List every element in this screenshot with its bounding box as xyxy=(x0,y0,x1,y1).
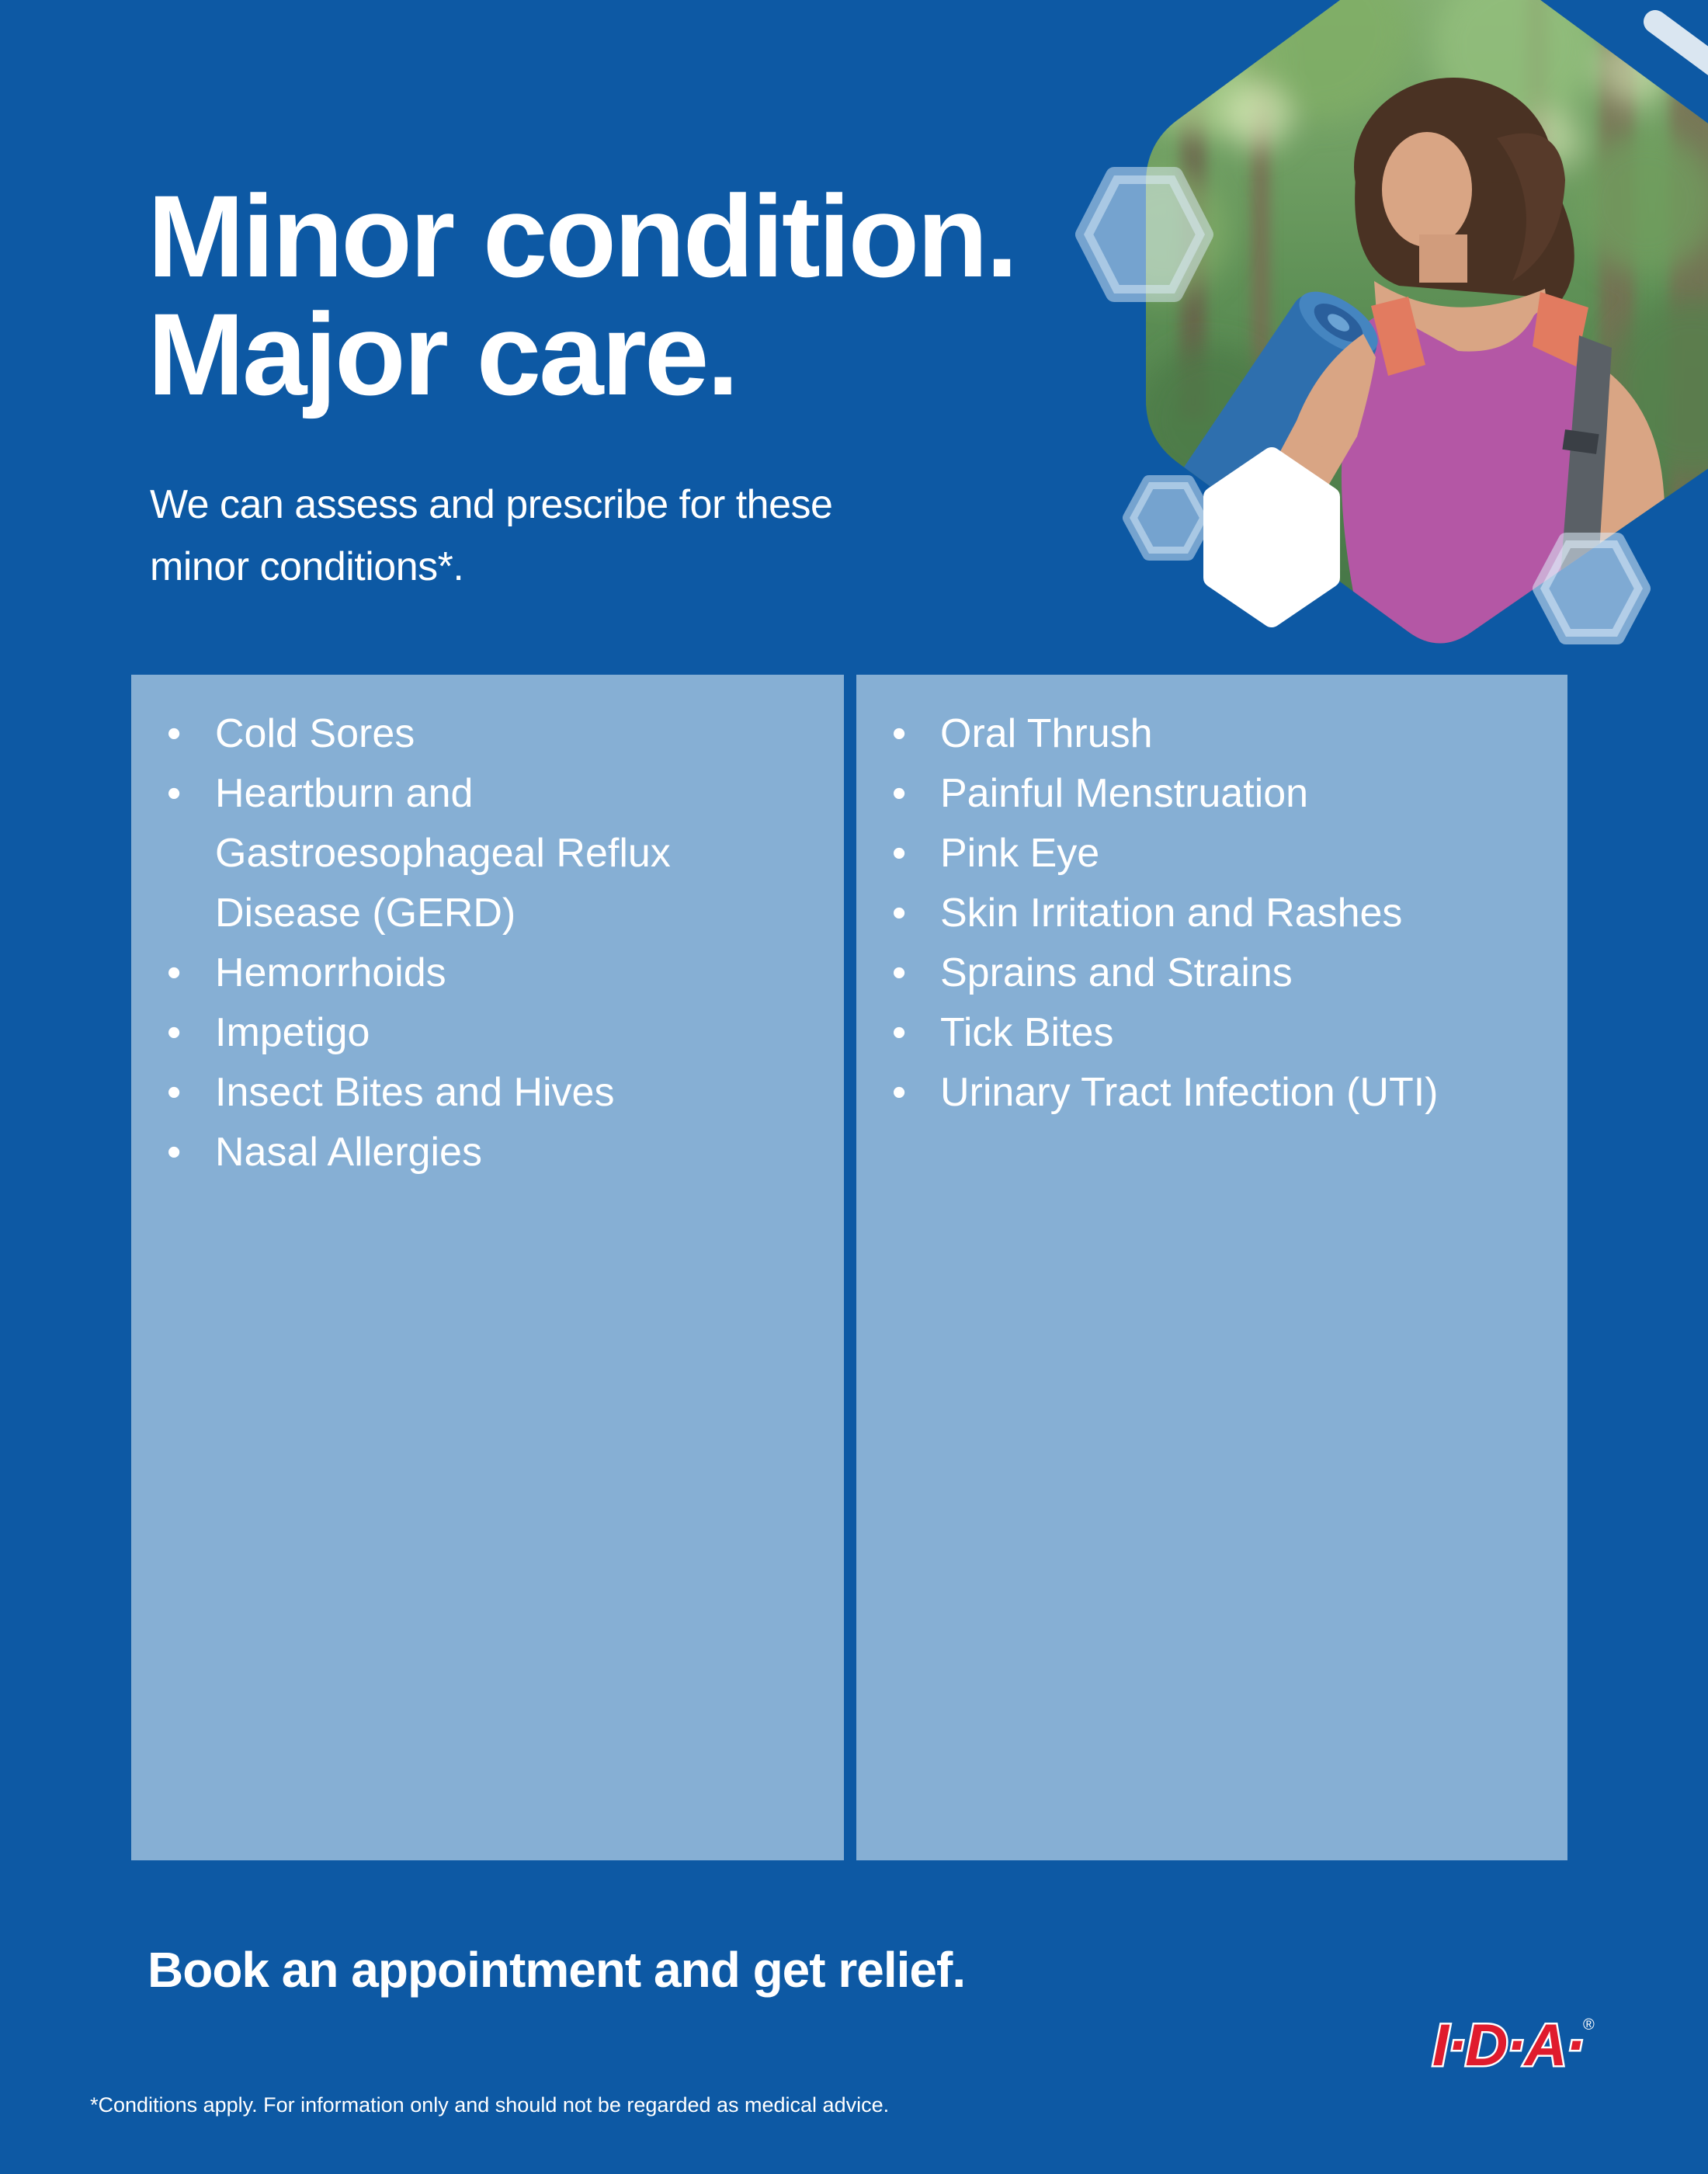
condition-label: Tick Bites xyxy=(940,1010,1114,1055)
condition-label: Insect Bites and Hives xyxy=(215,1070,615,1115)
condition-label: Sprains and Strains xyxy=(940,950,1293,995)
subtitle-line-2: minor conditions*. xyxy=(150,544,464,589)
condition-item xyxy=(856,884,1544,943)
title-line-2: Major care. xyxy=(148,289,738,419)
white-hexagon xyxy=(1213,457,1330,617)
condition-label: Hemorrhoids xyxy=(215,950,446,995)
condition-label: Nasal Allergies xyxy=(215,1130,482,1175)
conditions-list-left xyxy=(131,675,844,1183)
condition-label: Pink Eye xyxy=(940,831,1100,876)
ida-logo-text: I·D·A· xyxy=(1432,2014,1584,2078)
condition-item xyxy=(131,1123,720,1183)
condition-label: Urinary Tract Infection (UTI) xyxy=(940,1070,1439,1115)
conditions-list-right xyxy=(856,675,1567,1123)
condition-item xyxy=(856,764,1544,824)
condition-item xyxy=(856,943,1544,1003)
condition-item xyxy=(856,824,1544,884)
condition-item xyxy=(131,764,720,943)
accent-hexagon-bottom xyxy=(1540,540,1643,637)
subtitle-line-1: We can assess and prescribe for these xyxy=(150,482,833,527)
registered-mark: ® xyxy=(1583,2016,1595,2033)
accent-hexagon-small xyxy=(1130,482,1207,554)
page-subtitle xyxy=(150,474,832,598)
condition-label: Oral Thrush xyxy=(940,711,1153,756)
corner-accent-hexagon xyxy=(1655,22,1708,70)
cta-text: Book an appointment and get relief. xyxy=(148,1942,966,1998)
condition-label: Impetigo xyxy=(215,1010,370,1055)
condition-item xyxy=(856,704,1544,764)
condition-label: Painful Menstruation xyxy=(940,771,1309,816)
disclaimer-text: *Conditions apply. For information only and should not be regarded as medical advice. xyxy=(90,2093,890,2117)
condition-item xyxy=(131,1063,720,1123)
page-title xyxy=(148,171,1016,419)
condition-item xyxy=(131,1003,720,1063)
title-line-1: Minor condition. xyxy=(148,171,1016,301)
ida-logo xyxy=(1431,2014,1599,2085)
ida-logo-graphic xyxy=(1431,2014,1599,2081)
condition-label: Cold Sores xyxy=(215,711,415,756)
condition-label: Skin Irritation and Rashes xyxy=(940,891,1403,936)
condition-item xyxy=(856,1063,1544,1123)
conditions-panel-right xyxy=(856,675,1567,1860)
condition-item xyxy=(856,1003,1544,1063)
conditions-panel-left xyxy=(131,675,844,1860)
condition-label: Heartburn and Gastroesophageal Reflux Disease (GERD) xyxy=(215,771,671,936)
accent-hexagon-left xyxy=(1084,175,1205,293)
condition-item xyxy=(131,704,720,764)
condition-item xyxy=(131,943,720,1003)
